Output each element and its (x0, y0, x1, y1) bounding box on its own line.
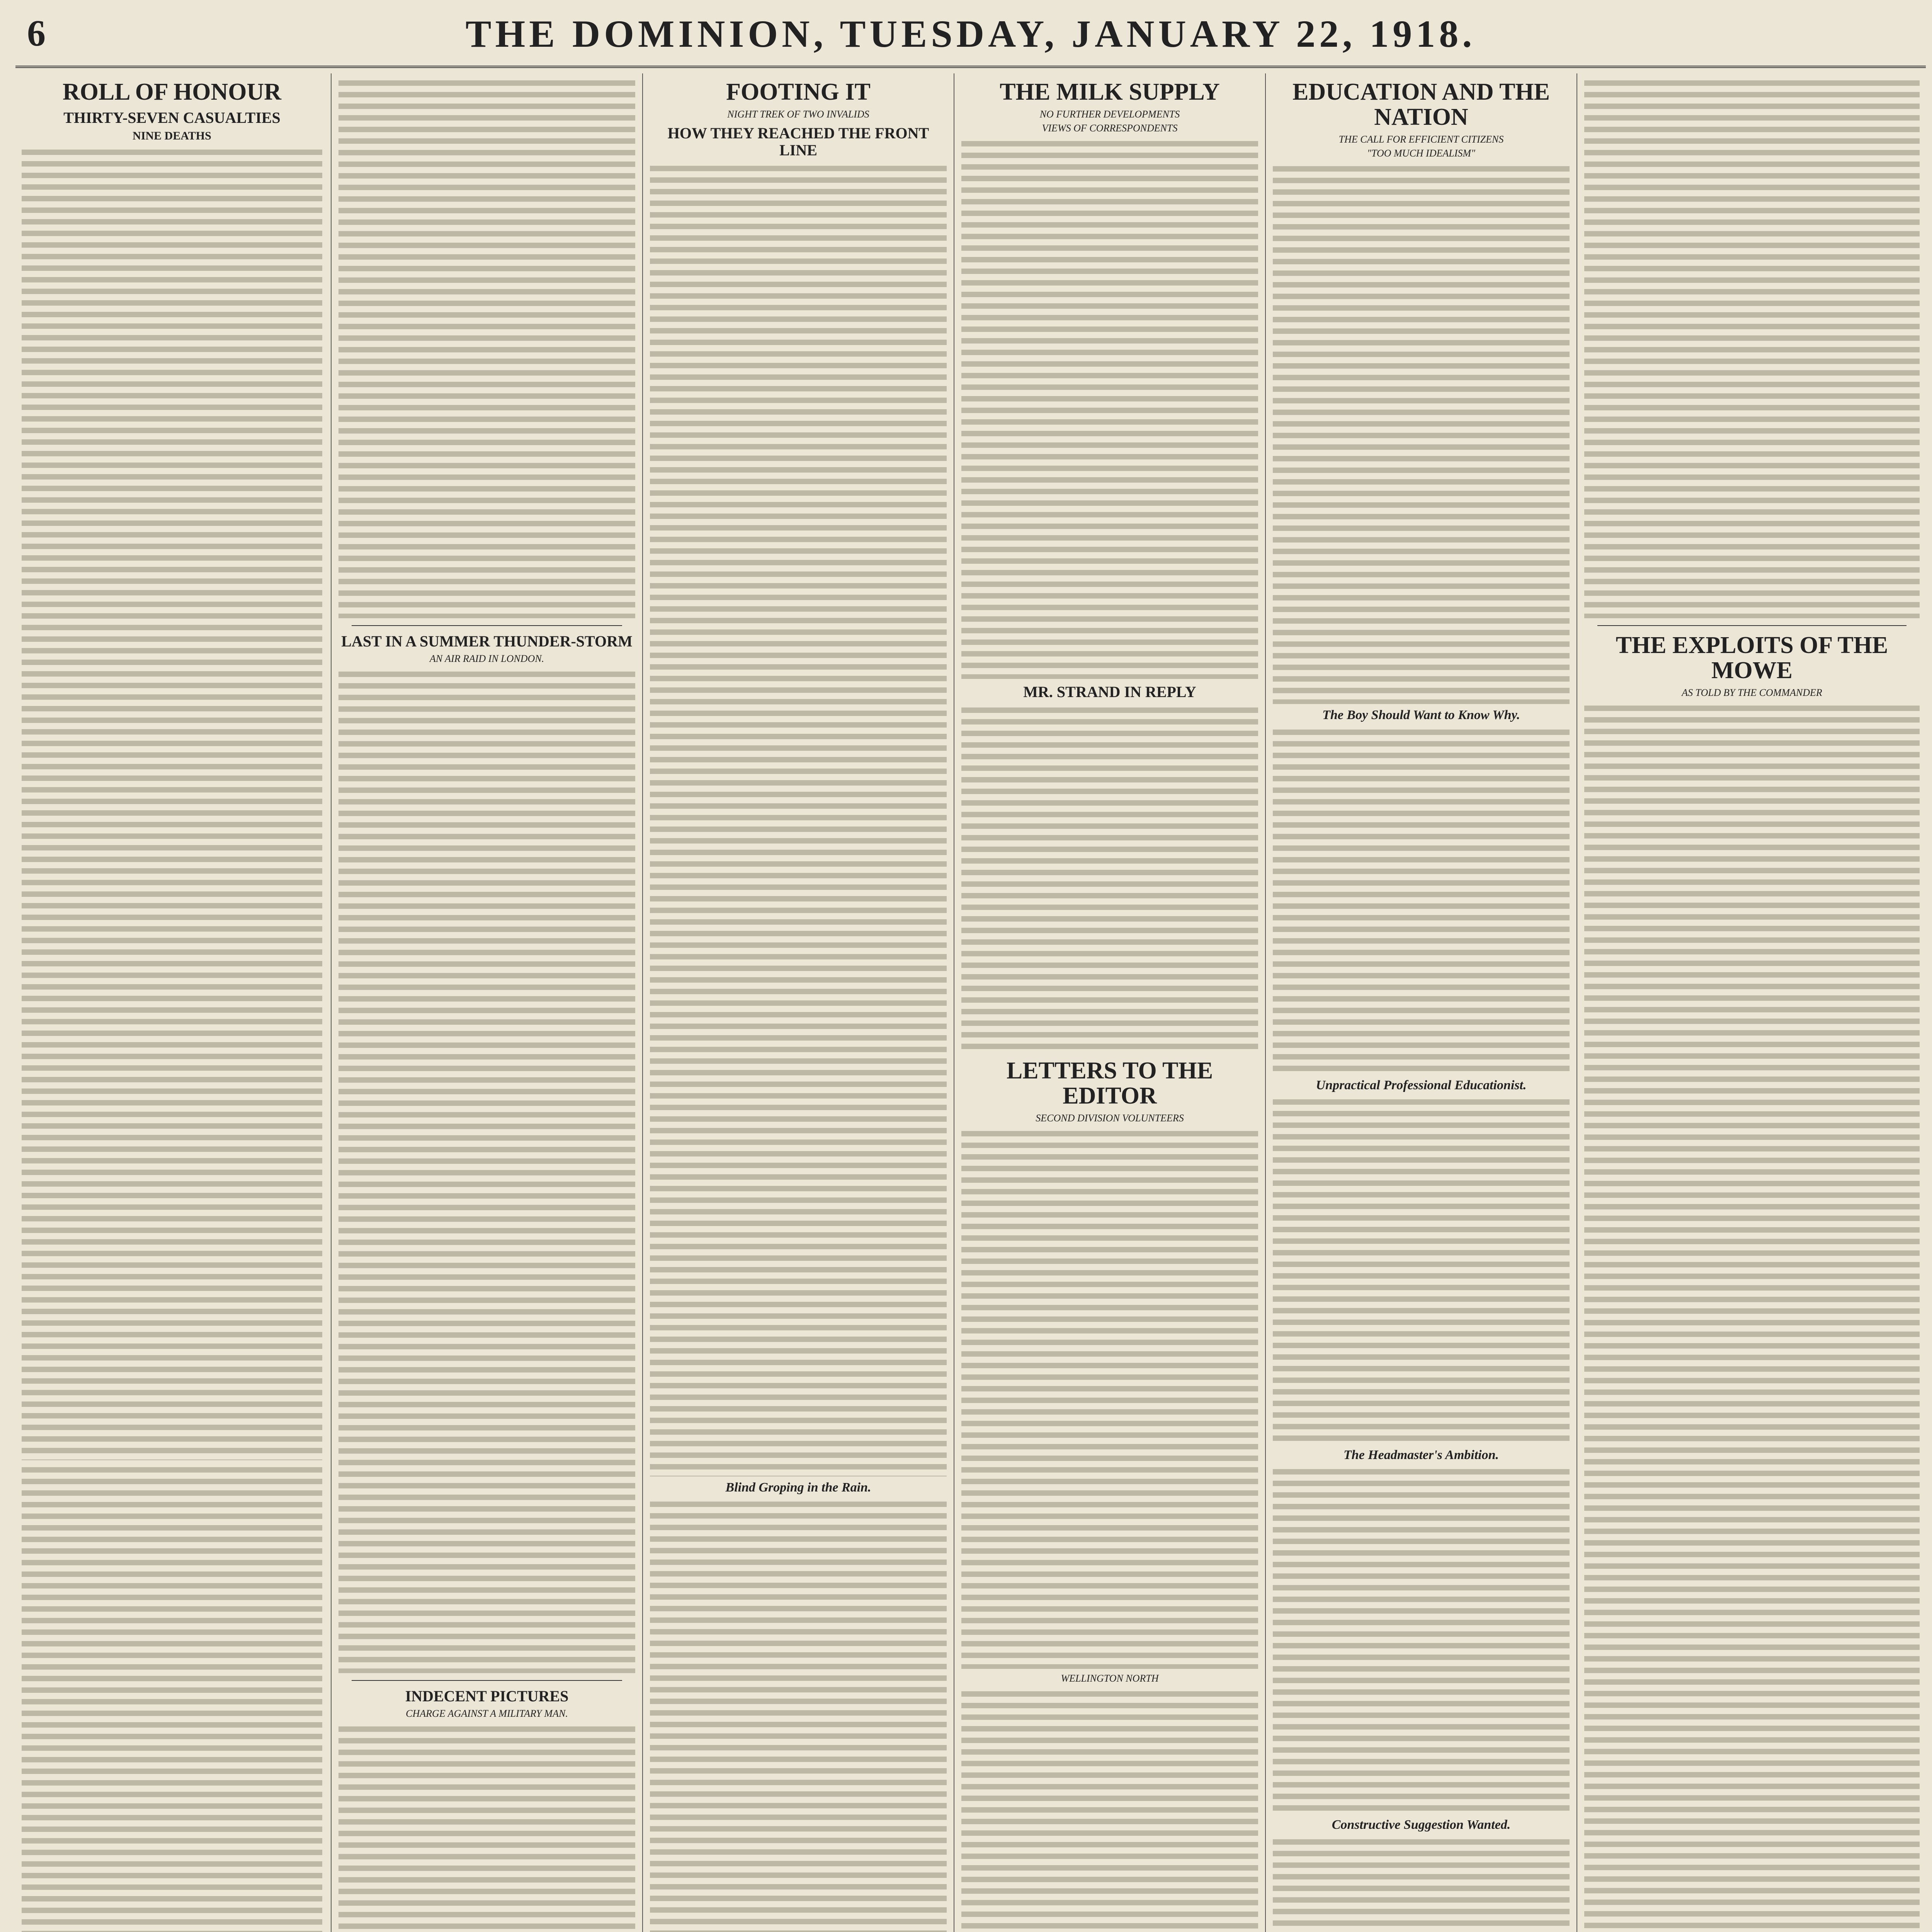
crosshead-headmaster: The Headmaster's Ambition. (1343, 1447, 1499, 1462)
masthead-rule (15, 66, 1926, 68)
masthead (15, 8, 1926, 66)
article-text (650, 1498, 947, 1932)
crosshead-blind-groping: Blind Groping in the Rain. (725, 1480, 871, 1495)
headline-thunderstorm: LAST IN A SUMMER THUNDER-STORM (341, 633, 633, 650)
column-2 (336, 73, 638, 1932)
article-text (1584, 702, 1920, 1932)
crosshead-boy-should-know: The Boy Should Want to Know Why. (1322, 708, 1520, 723)
article-text (1273, 163, 1570, 704)
headline-indecent-pictures: INDECENT PICTURES (405, 1687, 569, 1705)
subhead-deaths: NINE DEATHS (133, 129, 211, 143)
subhead-no-developments: NO FURTHER DEVELOPMENTS (1039, 109, 1180, 120)
divider (352, 625, 622, 626)
article-text (22, 146, 322, 1460)
article-text (1584, 77, 1920, 618)
subhead-charge: CHARGE AGAINST A MILITARY MAN. (406, 1708, 568, 1719)
headline-mowe: THE EXPLOITS OF THE MOWE (1616, 632, 1888, 684)
article-text (22, 1464, 322, 1932)
headline-footing-it: FOOTING IT (726, 79, 871, 105)
article-text (338, 77, 635, 618)
headline-education: EDUCATION AND THE NATION (1292, 79, 1550, 131)
article-text (961, 138, 1258, 679)
column-1 (19, 73, 325, 1932)
article-text (338, 1723, 635, 1932)
article-text (1273, 726, 1570, 1074)
page-number: 6 (27, 12, 46, 54)
column-rule (1265, 73, 1266, 1932)
newspaper-title: THE DOMINION, TUESDAY, JANUARY 22, 1918. (465, 12, 1476, 55)
subhead-commander: AS TOLD BY THE COMMANDER (1682, 687, 1822, 699)
article-text (961, 1128, 1258, 1669)
subhead-second-division: SECOND DIVISION VOLUNTEERS (1036, 1112, 1184, 1124)
article-text (338, 668, 635, 1673)
article-text (1273, 1096, 1570, 1444)
subhead-air-raid: AN AIR RAID IN LONDON. (429, 653, 544, 664)
subhead-views: VIEWS OF CORRESPONDENTS (1042, 122, 1178, 134)
column-3 (648, 73, 949, 1932)
crosshead-constructive: Constructive Suggestion Wanted. (1332, 1818, 1511, 1832)
subhead-wellington-north: WELLINGTON NORTH (1061, 1673, 1159, 1684)
subhead-casualties: THIRTY-SEVEN CASUALTIES (63, 109, 281, 127)
subhead-front-line: HOW THEY REACHED THE FRONT LINE (667, 124, 929, 159)
article-text (650, 163, 947, 1476)
headline-strand-reply: MR. STRAND IN REPLY (1023, 683, 1196, 701)
article-text (1273, 1836, 1570, 1932)
article-text (961, 1688, 1258, 1932)
headline-milk-supply: THE MILK SUPPLY (1000, 79, 1220, 105)
article-text (961, 704, 1258, 1052)
divider (1597, 625, 1906, 626)
subhead-night-trek: NIGHT TREK OF TWO INVALIDS (727, 109, 869, 120)
column-5 (1270, 73, 1572, 1932)
column-4 (959, 73, 1260, 1932)
subhead-efficient-citizens: THE CALL FOR EFFICIENT CITIZENS (1338, 134, 1504, 145)
column-rule (642, 73, 643, 1932)
article-text (1273, 1466, 1570, 1814)
divider (352, 1680, 622, 1681)
headline-roll-of-honour: ROLL OF HONOUR (62, 79, 282, 105)
column-rule (331, 73, 332, 1932)
column-6 (1582, 73, 1922, 1932)
crosshead-unpractical: Unpractical Professional Educationist. (1316, 1078, 1527, 1092)
headline-letters: LETTERS TO THE EDITOR (1006, 1058, 1213, 1109)
subhead-idealism: "TOO MUCH IDEALISM" (1367, 148, 1475, 159)
